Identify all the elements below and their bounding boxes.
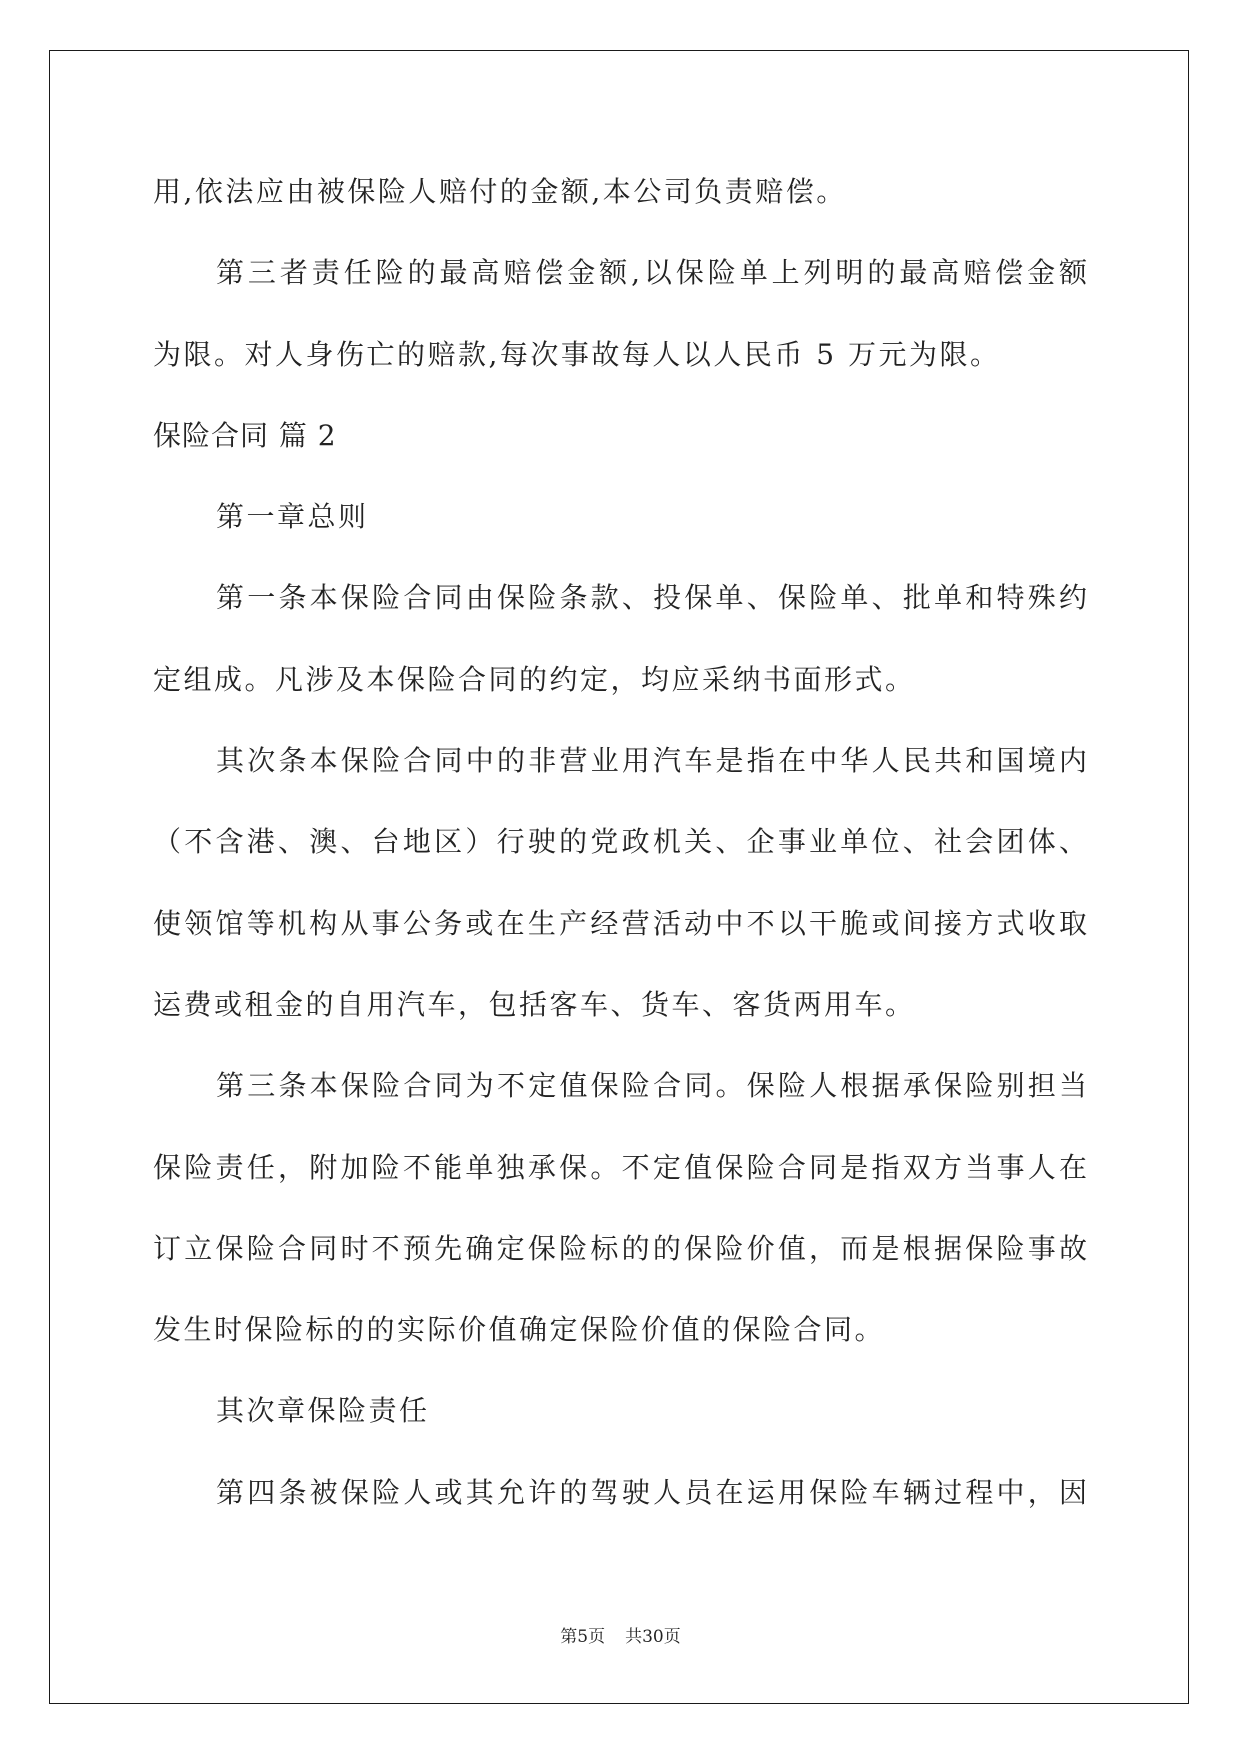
chapter-heading: 第一章总则 [216, 500, 369, 534]
page-footer [0, 1624, 1241, 1650]
page-number: 第5页 [560, 1627, 606, 1647]
text-line: （不含港、澳、台地区）行驶的党政机关、企事业单位、社会团体、 [153, 825, 1087, 859]
text-line: 发生时保险标的的实际价值确定保险价值的保险合同。 [153, 1313, 886, 1347]
document-body [153, 151, 1087, 1533]
text-line: 订立保险合同时不预先确定保险标的的保险价值，而是根据保险事故 [153, 1231, 1087, 1265]
page-total: 共30页 [625, 1627, 681, 1647]
text-line: 定组成。凡涉及本保险合同的约定，均应采纳书面形式。 [153, 662, 916, 696]
text-line: 其次条本保险合同中的非营业用汽车是指在中华人民共和国境内 [216, 744, 1087, 778]
text-line: 保险责任，附加险不能单独承保。不定值保险合同是指双方当事人在 [153, 1150, 1087, 1184]
text-line: 使领馆等机构从事公务或在生产经营活动中不以干脆或间接方式收取 [153, 906, 1087, 940]
section-heading: 保险合同 篇 2 [153, 418, 337, 452]
chapter-heading: 其次章保险责任 [216, 1394, 430, 1428]
text-line: 第三者责任险的最高赔偿金额,以保险单上列明的最高赔偿金额 [216, 256, 1087, 290]
text-line: 用,依法应由被保险人赔付的金额,本公司负责赔偿。 [153, 175, 847, 208]
text-line: 第一条本保险合同由保险条款、投保单、保险单、批单和特殊约 [216, 581, 1087, 615]
text-line: 运费或租金的自用汽车，包括客车、货车、客货两用车。 [153, 987, 916, 1021]
text-line: 为限。对人身伤亡的赔款,每次事故每人以人民币 5 万元为限。 [153, 337, 1001, 371]
text-line: 第四条被保险人或其允许的驾驶人员在运用保险车辆过程中，因 [216, 1475, 1087, 1509]
text-line: 第三条本保险合同为不定值保险合同。保险人根据承保险别担当 [216, 1069, 1087, 1103]
